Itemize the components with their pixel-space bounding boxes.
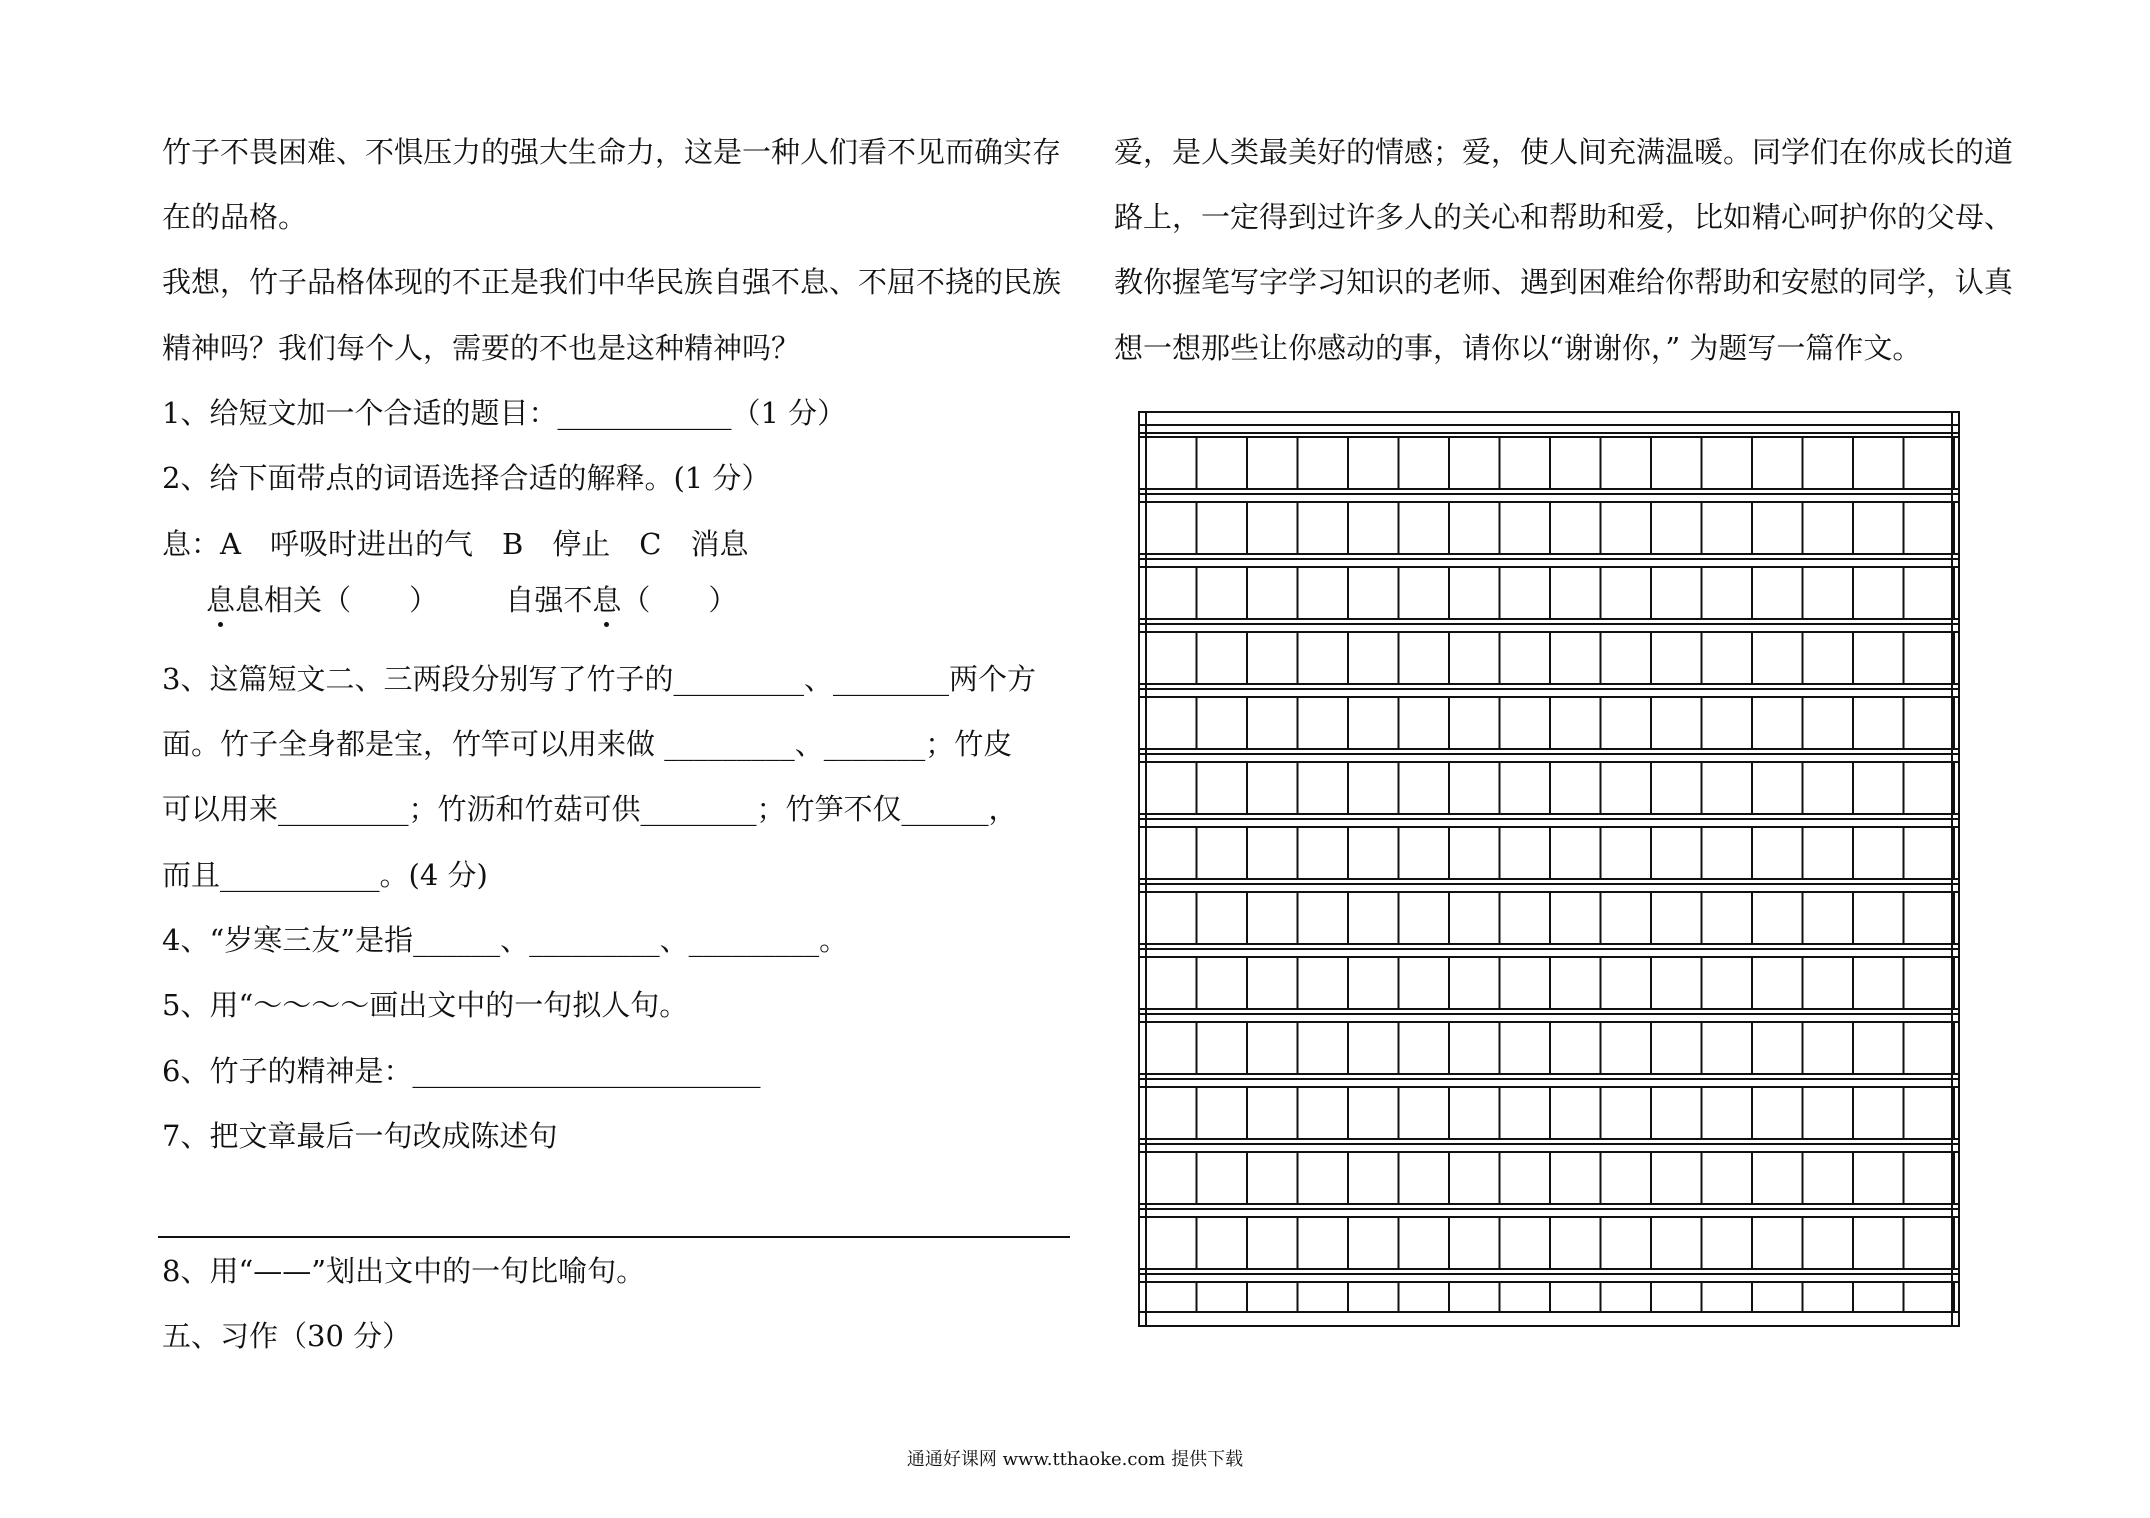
q2-item-2-text: 自强不息	[505, 583, 622, 617]
question-3-line-3: 可以用来_________；竹沥和竹菇可供________；竹笋不仅______，	[162, 792, 1018, 826]
q2-item-1-text: 息息相关	[206, 583, 323, 617]
q2-item-1-paren: （ ）	[322, 583, 439, 617]
question-2-options: 息：A 呼吸时进出的气 B 停止 C 消息	[162, 527, 749, 561]
passage-line-2: 在的品格。	[162, 200, 308, 234]
essay-prompt-line-4: 想一想那些让你感动的事，请你以“谢谢你，” 为题写一篇作文。	[1114, 331, 1922, 365]
emphasis-dot-char: 息	[206, 583, 236, 617]
q2-item-2	[505, 583, 737, 617]
question-2-items	[206, 580, 737, 620]
question-7: 7、把文章最后一句改成陈述句	[162, 1119, 558, 1153]
essay-prompt-line-3: 教你握笔写字学习知识的老师、遇到困难给你帮助和安慰的同学，认真	[1114, 265, 2014, 299]
question-2: 2、给下面带点的词语选择合适的解释。(1 分）	[162, 461, 771, 495]
emphasis-dot-char: 息	[592, 583, 622, 617]
q2-item-1	[206, 583, 447, 617]
question-4: 4、“岁寒三友”是指______、_________、_________。	[162, 923, 849, 957]
answer-line	[158, 1236, 1070, 1238]
passage-line-1: 竹子不畏困难、不惧压力的强大生命力，这是一种人们看不见而确实存	[162, 135, 1062, 169]
question-3-line-1: 3、这篇短文二、三两段分别写了竹子的_________、________两个方	[162, 662, 1036, 696]
passage-line-3: 我想，竹子品格体现的不正是我们中华民族自强不息、不屈不挠的民族	[162, 265, 1062, 299]
question-8: 8、用“——”划出文中的一句比喻句。	[162, 1254, 646, 1288]
question-5: 5、用“～～～～画出文中的一句拟人句。	[162, 988, 689, 1022]
question-6: 6、竹子的精神是：________________________	[162, 1054, 761, 1088]
essay-prompt-line-2: 路上，一定得到过许多人的关心和帮助和爱，比如精心呵护你的父母、	[1114, 200, 2014, 234]
writing-grid-lines	[1140, 413, 1960, 1327]
passage-line-4: 精神吗？我们每个人，需要的不也是这种精神吗？	[162, 331, 801, 365]
q2-item-2-paren: （ ）	[621, 583, 738, 617]
writing-grid	[1138, 411, 1960, 1327]
section-5-heading: 五、习作（30 分）	[162, 1319, 412, 1353]
footer: 通通好课网 www.tthaoke.com 提供下载	[906, 1449, 1244, 1470]
question-1: 1、给短文加一个合适的题目：____________（1 分）	[162, 396, 847, 430]
essay-prompt-line-1: 爱，是人类最美好的情感；爱，使人间充满温暖。同学们在你成长的道	[1114, 135, 2014, 169]
question-3-line-2: 面。竹子全身都是宝，竹竿可以用来做 _________、_______；竹皮	[162, 727, 1013, 761]
question-3-line-4: 而且___________。(4 分)	[162, 858, 488, 892]
